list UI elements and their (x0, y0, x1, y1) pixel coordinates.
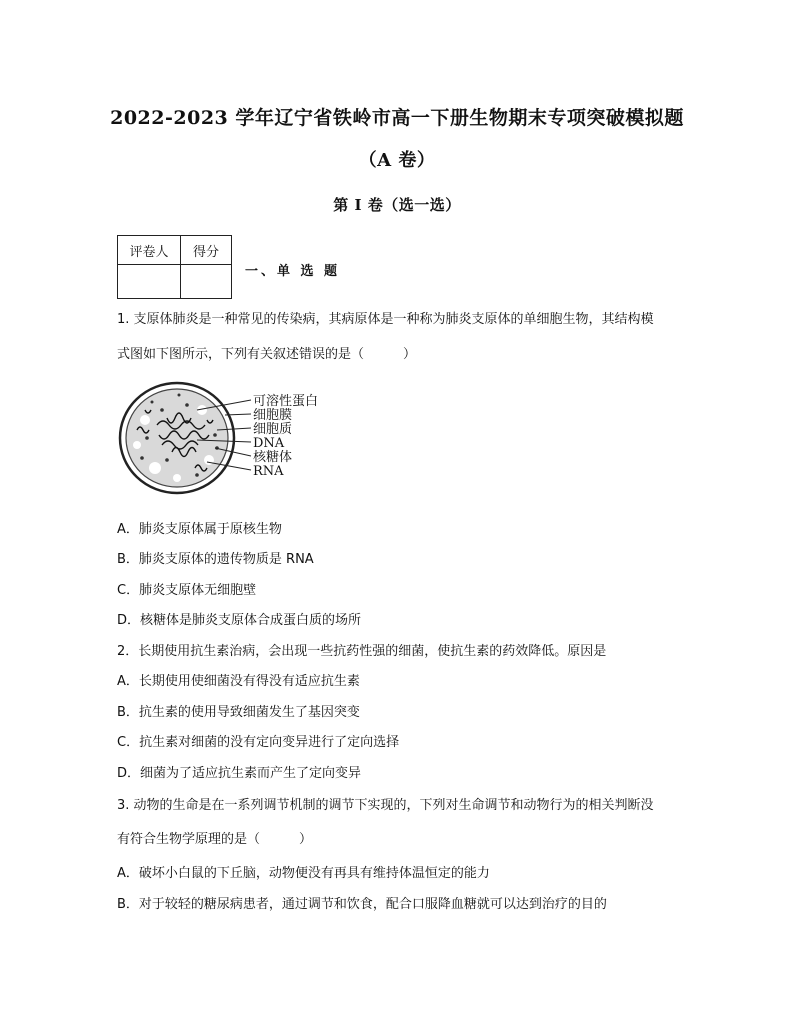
section-title: 一、单 选 题 (245, 264, 341, 279)
figure-label-cytoplasm: 细胞质 (253, 422, 293, 437)
score-table-reviewer-cell (118, 265, 181, 299)
question-2-option-b: B．抗生素的使用导致细菌发生了基因突变 (117, 705, 360, 720)
score-table-score-header: 得分 (181, 236, 232, 265)
score-table-score-cell (181, 265, 232, 299)
figure-label-ribosome: 核糖体 (253, 450, 293, 465)
document-subtitle: （A 卷） (358, 150, 436, 171)
figure-label-dna: DNA (253, 436, 285, 451)
question-2-option-d: D．细菌为了适应抗生素而产生了定向变异 (117, 766, 362, 781)
mycoplasma-diagram (117, 380, 357, 500)
question-1-option-b: B．肺炎支原体的遗传物质是 RNA (117, 552, 314, 567)
question-1-option-d: D．核糖体是肺炎支原体合成蛋白质的场所 (117, 613, 362, 628)
question-1-option-a: A．肺炎支原体属于原核生物 (117, 522, 282, 537)
figure-label-rna: RNA (253, 464, 284, 479)
document-title: 2022-2023 学年辽宁省铁岭市高一下册生物期末专项突破模拟题 (110, 107, 684, 129)
question-3-stem-line-1: 3. 动物的生命是在一系列调节机制的调节下实现的，下列对生命调节和动物行为的相关判断没 (117, 798, 654, 813)
question-3-stem-line-2: 有符合生物学原理的是（ ） (117, 832, 313, 847)
question-3-option-a: A．破坏小白鼠的下丘脑，动物便没有再具有维持体温恒定的能力 (117, 866, 490, 881)
question-2-option-a: A．长期使用使细菌没有得没有适应抗生素 (117, 674, 360, 689)
question-3-option-b: B．对于较轻的糖尿病患者，通过调节和饮食，配合口服降血糖就可以达到治疗的目的 (117, 897, 607, 912)
mycoplasma-structure-figure (117, 380, 357, 504)
question-2-stem: 2．长期使用抗生素治病，会出现一些抗药性强的细菌，使抗生素的药效降低。原因是 (117, 644, 607, 659)
score-table (117, 235, 232, 299)
question-1-option-c: C．肺炎支原体无细胞壁 (117, 583, 257, 598)
figure-label-cell-membrane: 细胞膜 (253, 408, 293, 423)
question-1-stem-line-1: 1. 支原体肺炎是一种常见的传染病，其病原体是一种称为肺炎支原体的单细胞生物，其结构模 (117, 312, 654, 327)
question-2-option-c: C．抗生素对细菌的没有定向变异进行了定向选择 (117, 735, 400, 750)
score-table-reviewer-header: 评卷人 (118, 236, 181, 265)
figure-label-soluble-protein: 可溶性蛋白 (253, 394, 319, 409)
question-1-stem-line-2: 式图如下图所示，下列有关叙述错误的是（ ） (117, 347, 417, 362)
part-heading: 第 I 卷（选一选） (333, 196, 461, 214)
